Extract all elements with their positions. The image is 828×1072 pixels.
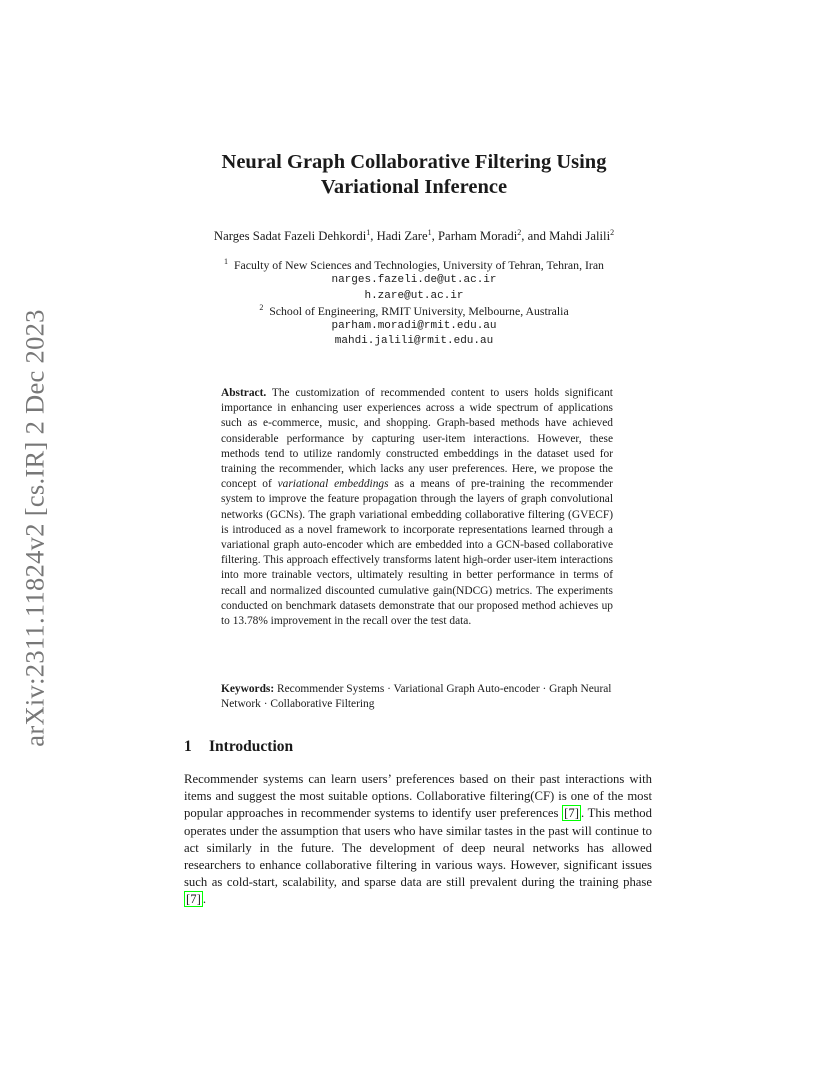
- author-affil-mark: 2: [517, 228, 522, 237]
- author-name: Hadi Zare: [376, 229, 428, 243]
- email-link[interactable]: h.zare@ut.ac.ir: [364, 289, 464, 302]
- affiliations: [140, 258, 688, 350]
- arxiv-sidebar-stamp: [12, 300, 58, 755]
- email-link[interactable]: parham.moradi@rmit.edu.au: [331, 320, 497, 333]
- section-number: 1: [184, 738, 192, 755]
- email-link[interactable]: mahdi.jalili@rmit.edu.au: [334, 335, 494, 348]
- author-list: Narges Sadat Fazeli Dehkordi$^1$, Hadi Zare$^1$, Parham Moradi$^2$, and Mahdi Jalili$^2$: [213, 228, 615, 243]
- author-name: Narges Sadat Fazeli Dehkordi: [213, 229, 367, 243]
- section-title: Introduction: [209, 738, 294, 755]
- paper-title: [140, 150, 688, 200]
- arxiv-identifier: arXiv:2311.11824v2 [cs.IR] 2 Dec 2023: [19, 308, 50, 747]
- abstract-emphasis: variational embeddings: [277, 478, 389, 491]
- author-affil-mark: 1: [427, 228, 432, 237]
- author-name: Parham Moradi: [438, 229, 518, 243]
- intro-paragraph: Recommender systems can learn users’ preferences based on their past interactions with items and suggest the most suitable options. Collaborative filtering(CF) is one of the most popular approaches in recommender systems to identify user preferences [7] . This method operates under the assumption that users who have similar tastes in the past will continue to act similarly in the future. The development of deep neural networks has allowed researchers to enhance collaborative filtering in various ways. However, significant issues such as cold-start, scalability, and sparse data are still prevalent during the training phase [7] .: [184, 772, 652, 907]
- abstract-label: Abstract.: [221, 387, 267, 399]
- abstract: [221, 386, 613, 629]
- keywords-label: Keywords:: [221, 683, 275, 695]
- affiliation-2: $^2$ School of Engineering, RMIT University, Melbourne, Australia: [259, 302, 569, 318]
- citation-link[interactable]: [7]: [186, 892, 201, 907]
- abstract-text: as a means of pre-training the recommender system to improve the feature propagation through the layers of graph convolutional networks (GCNs). The graph variational embedding collaborative filtering (GVECF) is introduced as a novel framework to incorporate representations learned through a variational graph auto-encoder which are embedded into a GCN-based collaborative filtering. This approach effectively transforms latent high-order user-item interactions into more trainable vectors, ultimately resulting in better performance in terms of recall and normalized discounted cumulative gain(NDCG) metrics. The experiments conducted on benchmark datasets demonstrate that our proposed method achieves up to 13.78% improvement in the recall over the test data.: [221, 478, 613, 628]
- citation-link[interactable]: [7]: [564, 806, 579, 821]
- title-line-1: Neural Graph Collaborative Filtering Using: [221, 151, 607, 173]
- section-heading: [184, 738, 293, 756]
- author-affil-mark: 2: [610, 228, 615, 237]
- keywords-text: Recommender Systems · Variational Graph Auto-encoder · Graph Neural Network · Collaborative Filtering: [221, 683, 612, 711]
- author-name: Mahdi Jalili: [549, 229, 611, 243]
- author-affil-mark: 1: [366, 228, 371, 237]
- email-link[interactable]: narges.fazeli.de@ut.ac.ir: [331, 274, 497, 287]
- title-line-2: Variational Inference: [320, 176, 508, 198]
- affiliation-1: $^1$ Faculty of New Sciences and Technologies, University of Tehran, Tehran, Iran: [224, 257, 604, 272]
- keywords: [221, 682, 613, 712]
- abstract-text: The customization of recommended content to users holds significant importance in enhancing user experiences across a wide spectrum of applications such as e-commerce, music, and shopping. Graph-based methods have achieved considerable performance by capturing user-item interactions. However, these methods tend to utilize randomly constructed embeddings in the dataset used for training the recommender, which lacks any user preferences. Here, we propose the concept of: [221, 387, 613, 491]
